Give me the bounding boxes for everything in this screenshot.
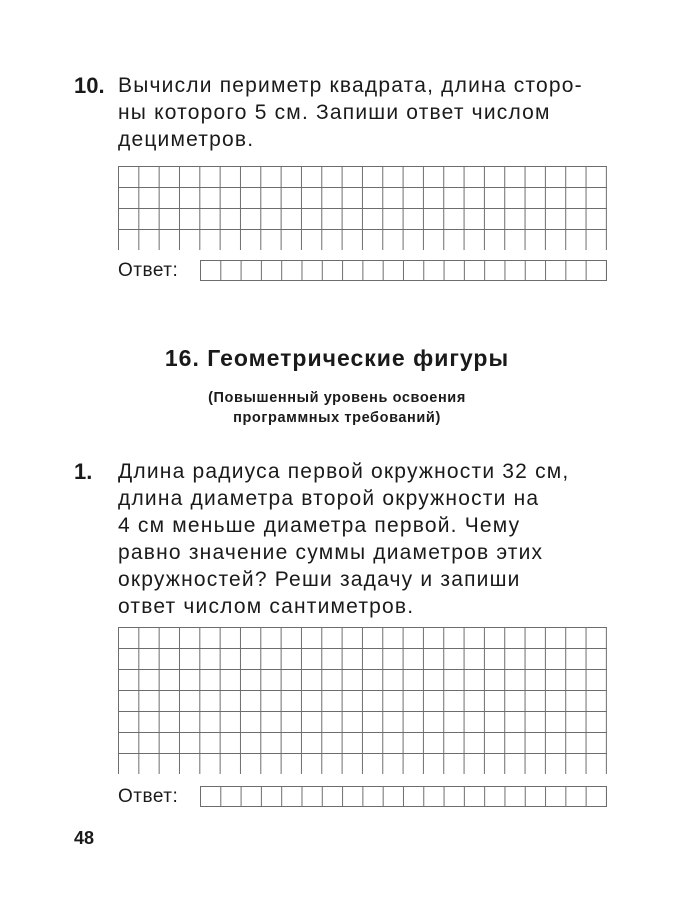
section-subtitle bbox=[0, 388, 674, 428]
task-10-text bbox=[118, 72, 614, 153]
section-subtitle-line-2: программных требований) bbox=[233, 410, 441, 426]
task-10-answer-boxes[interactable] bbox=[200, 260, 607, 281]
task-1-line-2: длина диаметра второй окружности на bbox=[118, 487, 540, 510]
task-1-line-5: окружностей? Реши задачу и запиши bbox=[118, 568, 521, 591]
task-10-answer-row bbox=[118, 260, 608, 282]
task-1-line-3: 4 см меньше диаметра первой. Чему bbox=[118, 514, 521, 537]
task-10-line-2: ны которого 5 см. Запиши ответ числом bbox=[118, 101, 551, 124]
task-1-answer-label: Ответ: bbox=[118, 786, 179, 807]
task-10 bbox=[74, 72, 614, 153]
section-subtitle-line-1: (Повышенный уровень освоения bbox=[208, 390, 466, 406]
task-10-work-grid[interactable] bbox=[118, 166, 607, 250]
task-1 bbox=[74, 458, 614, 620]
task-1-answer-boxes[interactable] bbox=[200, 786, 607, 807]
task-10-number: 10. bbox=[74, 73, 105, 98]
task-10-line-3: дециметров. bbox=[118, 128, 255, 151]
task-1-number: 1. bbox=[74, 459, 93, 484]
task-10-line-1: Вычисли периметр квадрата, длина сторо- bbox=[118, 74, 583, 97]
task-1-work-grid[interactable] bbox=[118, 627, 607, 774]
task-10-answer-label: Ответ: bbox=[118, 260, 179, 281]
section-title: 16. Геометрические фигуры bbox=[164, 345, 510, 371]
task-1-line-1: Длина радиуса первой окружности 32 см, bbox=[118, 460, 570, 483]
task-1-answer-row bbox=[118, 786, 608, 808]
page-number: 48 bbox=[74, 828, 95, 848]
task-1-text bbox=[118, 458, 614, 620]
task-1-line-6: ответ числом сантиметров. bbox=[118, 595, 415, 618]
task-1-line-4: равно значение суммы диаметров этих bbox=[118, 541, 544, 564]
